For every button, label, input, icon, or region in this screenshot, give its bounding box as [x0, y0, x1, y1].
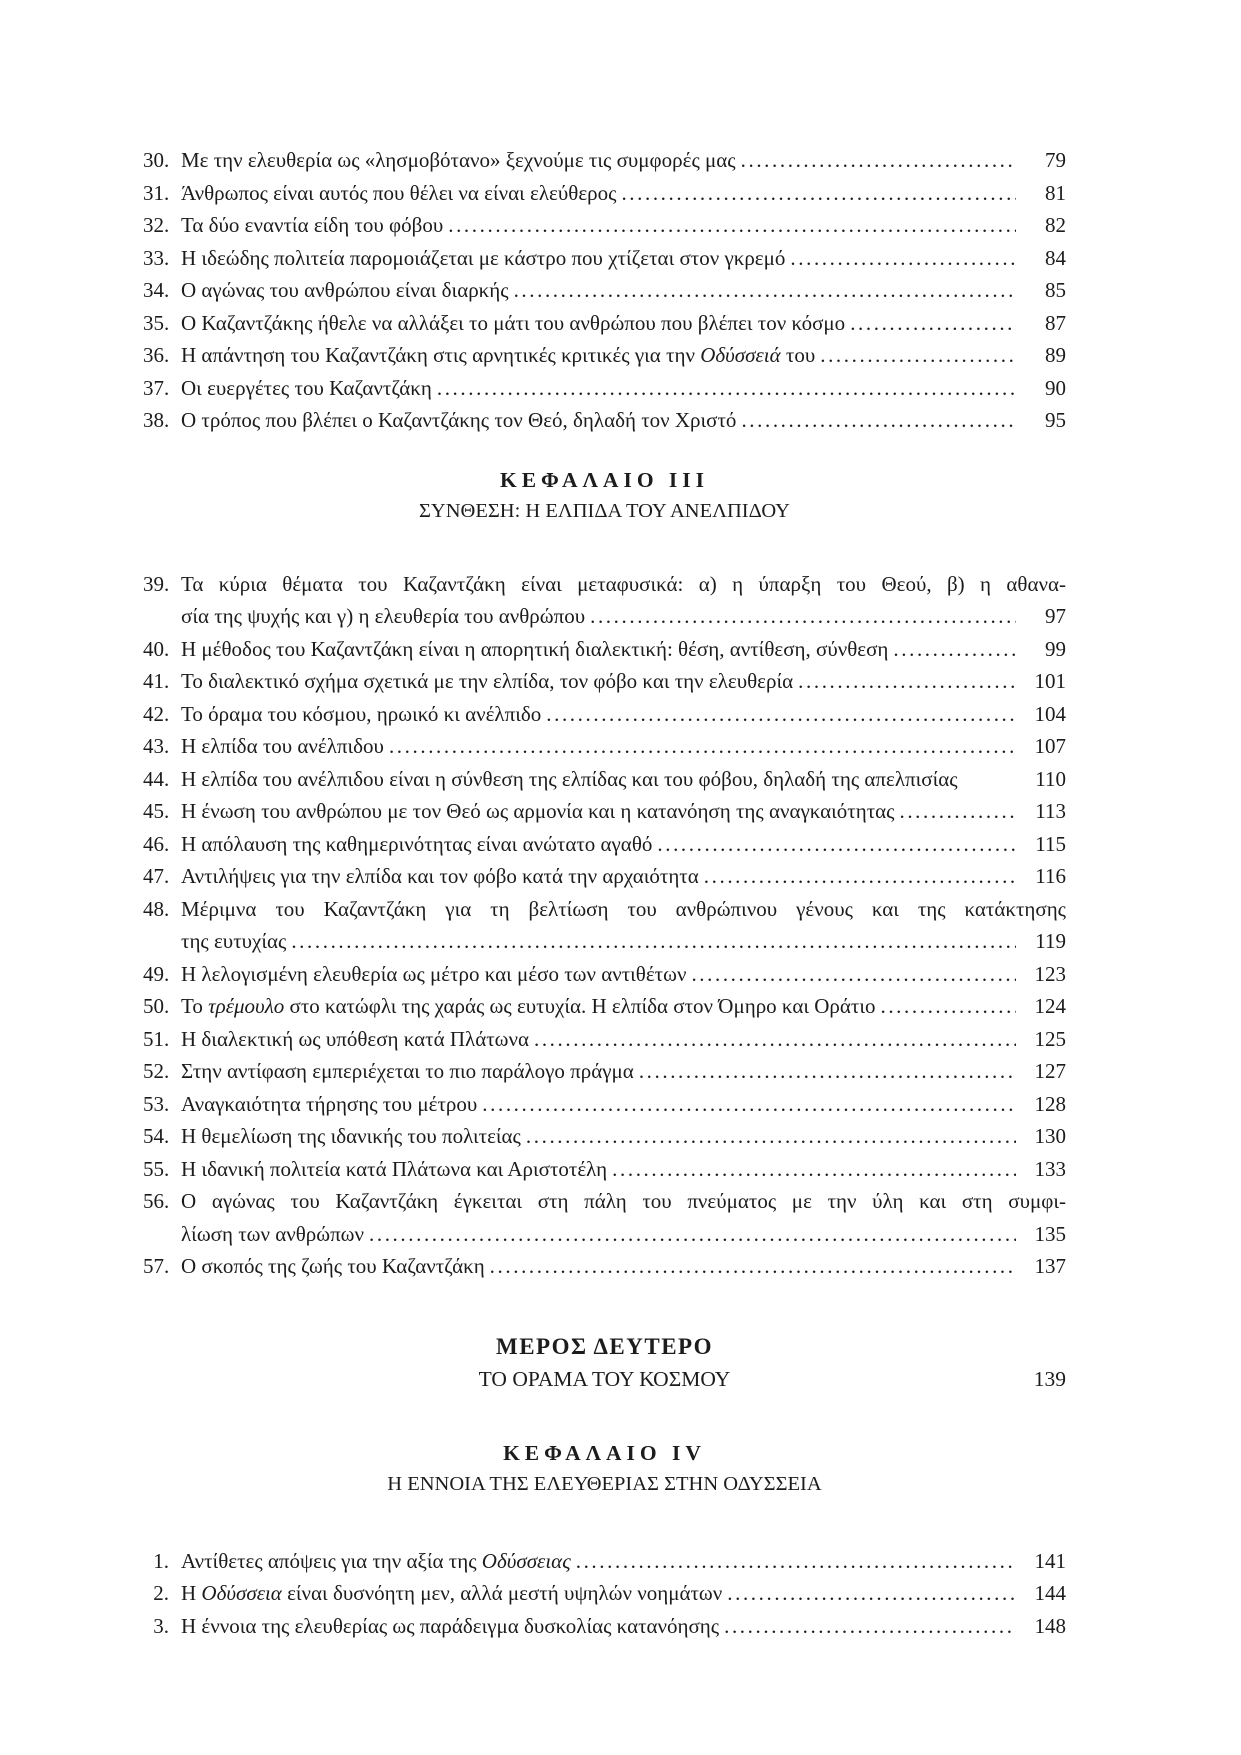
entry-body: [181, 1088, 1066, 1121]
entry-body: [181, 730, 1066, 763]
entry-body: [181, 339, 1066, 372]
entry-number: 57.: [143, 1254, 170, 1278]
entry-wrap-line: [181, 1185, 1066, 1218]
entry-body: [181, 795, 1066, 828]
toc-entry: [143, 274, 1066, 307]
entry-last-line: [181, 1577, 1066, 1610]
dot-leader: [704, 860, 1016, 893]
entry-number: 34.: [143, 278, 170, 302]
entry-text: [181, 730, 384, 763]
toc-entry: [143, 698, 1066, 731]
dot-leader: [448, 209, 1016, 242]
entry-text: [181, 795, 894, 828]
entry-body: [181, 242, 1066, 275]
page-number: 79: [1045, 148, 1066, 172]
entry-text: [181, 763, 958, 796]
entry-text-segment: Μέριμνα του Καζαντζάκη για τη βελτίωση του ανθρώπινου γένους και της κατάκτησης: [181, 896, 1066, 921]
entry-text: [181, 860, 699, 893]
entry-number: 46.: [143, 831, 170, 856]
entry-text-segment: Η λελογισμένη ελευθερία ως μέτρο και μέσο των αντιθέτων: [181, 961, 687, 986]
entry-last-line: [181, 763, 1066, 796]
dot-leader: [514, 274, 1016, 307]
entry-text: [181, 633, 888, 666]
toc-entry: [143, 795, 1066, 828]
entry-text-segment: Ο αγώνας του ανθρώπου είναι διαρκής: [181, 278, 509, 302]
entry-last-line: [181, 633, 1066, 666]
entry-body: [181, 209, 1066, 242]
entry-number: 56.: [143, 1189, 170, 1213]
entry-text-segment: Η απάντηση του Καζαντζάκη στις αρνητικές κριτικές για την: [181, 343, 701, 367]
entry-text-segment: στο κατώφλι της χαράς ως ευτυχία. Η ελπίδα στον Όμηρο και Οράτιο: [284, 994, 876, 1018]
page-number: 130: [1034, 1124, 1066, 1148]
entry-body: [181, 1577, 1066, 1610]
page-number: 99: [1045, 636, 1066, 661]
entry-text: [181, 897, 1066, 921]
entry-text-segment: Η ιδανική πολιτεία κατά Πλάτωνα και Αριστοτέλη: [181, 1156, 608, 1181]
page-number: 84: [1045, 245, 1066, 270]
entry-text: [181, 990, 875, 1023]
toc-entry: [143, 1545, 1066, 1578]
toc-entry: [143, 339, 1066, 372]
dot-leader: [790, 242, 1016, 275]
entry-last-line: [181, 1153, 1066, 1186]
page-number: 141: [1034, 1548, 1066, 1573]
entry-body: [181, 1055, 1066, 1088]
toc-entry: [143, 1577, 1066, 1610]
entry-last-line: [181, 795, 1066, 828]
page-number: 81: [1045, 180, 1066, 205]
entry-number: 51.: [143, 1026, 170, 1051]
entry-last-line: [181, 1055, 1066, 1088]
chapter-heading: [143, 465, 1066, 528]
page-number: 110: [1035, 766, 1066, 791]
page-number: 95: [1045, 408, 1066, 432]
entry-last-line: [181, 925, 1066, 958]
toc-entry: [143, 568, 1066, 633]
entry-body: [181, 1610, 1066, 1643]
entry-number: 42.: [143, 701, 170, 726]
entry-last-line: [181, 730, 1066, 763]
part-subtitle-row: [143, 1363, 1066, 1396]
page-number: 119: [1035, 929, 1066, 953]
entry-text: [181, 1120, 521, 1153]
toc-entry-list: [143, 1545, 1066, 1643]
toc-entry: [143, 860, 1066, 893]
entry-body: [181, 1545, 1066, 1578]
entry-text-segment: του: [780, 343, 816, 367]
entry-last-line: [181, 990, 1066, 1023]
entry-body: [181, 1023, 1066, 1056]
entry-body: [181, 860, 1066, 893]
toc-entry-list: [143, 144, 1066, 437]
dot-leader: [534, 1023, 1016, 1056]
chapter-title: ΚΕΦΑΛΑΙΟ ΙV: [503, 1440, 706, 1465]
entry-text: [181, 274, 509, 307]
entry-last-line: [181, 274, 1066, 307]
toc-entry: [143, 990, 1066, 1023]
dot-leader: [389, 730, 1016, 763]
entry-body: [181, 177, 1066, 210]
entry-text-segment: Άνθρωπος είναι αυτός που θέλει να είναι ελεύθερος: [181, 180, 617, 205]
entry-text-segment: Ο αγώνας του Καζαντζάκη έγκειται στη πάλη του πνεύματος με την ύλη και στη συμφι-: [181, 1189, 1066, 1213]
entry-last-line: [181, 404, 1066, 437]
entry-last-line: [181, 339, 1066, 372]
entry-text-segment: Οι ευεργέτες του Καζαντζάκη: [181, 375, 432, 400]
entry-text: [181, 177, 616, 210]
entry-text-segment: Η ελπίδα του ανέλπιδου: [181, 734, 384, 758]
entry-text: [181, 572, 1066, 596]
toc-entry: [143, 372, 1066, 405]
page-number: 123: [1034, 961, 1066, 986]
entry-body: [181, 372, 1066, 405]
entry-body: [181, 307, 1066, 340]
entry-text-segment: της ευτυχίας: [181, 929, 287, 953]
entry-text: [181, 209, 443, 242]
entry-text-italic: Οδύσσειά: [700, 343, 781, 367]
entry-body: [181, 1250, 1066, 1283]
entry-body: [181, 990, 1066, 1023]
entry-last-line: [181, 828, 1066, 861]
toc-entry: [143, 1055, 1066, 1088]
entry-number: 35.: [143, 310, 170, 335]
entry-text-segment: Η θεμελίωση της ιδανικής του πολιτείας: [181, 1124, 521, 1148]
dot-leader: [657, 828, 1016, 861]
entry-text-segment: Το όραμα του κόσμου, ηρωικό κι ανέλπιδο: [181, 701, 542, 726]
entry-text: [181, 372, 432, 405]
toc-entry: [143, 1185, 1066, 1250]
entry-text-segment: Η ένωση του ανθρώπου με τον Θεό ως αρμονία και η κατανόηση της αναγκαιότητας: [181, 799, 895, 823]
entry-body: [181, 144, 1066, 177]
entry-last-line: [181, 860, 1066, 893]
entry-text: [181, 1218, 364, 1251]
toc-entry: [143, 958, 1066, 991]
entry-text-segment: Η ιδεώδης πολιτεία παρομοιάζεται με κάστρο που χτίζεται στον γκρεμό: [181, 245, 786, 270]
entry-text-segment: Αναγκαιότητα τήρησης του μέτρου: [181, 1091, 478, 1116]
page-number: 125: [1034, 1026, 1066, 1051]
dot-leader: [612, 1153, 1016, 1186]
entry-last-line: [181, 1610, 1066, 1643]
entry-body: [181, 1185, 1066, 1250]
entry-text-segment: Το διαλεκτικό σχήμα σχετικά με την ελπίδα, τον φόβο και την ελευθερία: [181, 669, 794, 693]
entry-text-segment: Ο τρόπος που βλέπει ο Καζαντζάκης τον Θεό, δηλαδή τον Χριστό: [181, 408, 737, 432]
entry-text-segment: Τα δύο εναντία είδη του φόβου: [181, 213, 444, 237]
dot-leader: [691, 958, 1016, 991]
entry-last-line: [181, 1545, 1066, 1578]
entry-wrap-line: [181, 893, 1066, 926]
entry-text-segment: Με την ελευθερία ως «λησμοβότανο» ξεχνούμε τις συμφορές μας: [181, 148, 736, 172]
entry-text-segment: Ο Καζαντζάκης ήθελε να αλλάξει το μάτι του ανθρώπου που βλέπει τον κόσμο: [181, 310, 846, 335]
entry-text: [181, 1250, 485, 1283]
entry-text: [181, 1545, 571, 1578]
toc-entry: [143, 144, 1066, 177]
dot-leader: [741, 404, 1016, 437]
entry-text-segment: Η μέθοδος του Καζαντζάκη είναι η απορητική διαλεκτική: θέση, αντίθεση, σύνθεση: [181, 636, 889, 661]
entry-text-segment: λίωση των ανθρώπων: [181, 1221, 364, 1246]
dot-leader: [482, 1088, 1016, 1121]
entry-last-line: [181, 1250, 1066, 1283]
entry-last-line: [181, 1120, 1066, 1153]
entry-text: [181, 307, 845, 340]
dot-leader: [820, 339, 1016, 372]
entry-number: 38.: [143, 408, 170, 432]
entry-body: [181, 274, 1066, 307]
entry-text: [181, 665, 793, 698]
entry-text-segment: Το: [181, 994, 209, 1018]
entry-text: [181, 1023, 529, 1056]
entry-text-segment: Η έννοια της ελευθερίας ως παράδειγμα δυσκολίας κατανόησης: [181, 1613, 720, 1638]
entry-text: [181, 958, 686, 991]
entry-body: [181, 1153, 1066, 1186]
toc-entry: [143, 1610, 1066, 1643]
entry-text-segment: Ο σκοπός της ζωής του Καζαντζάκη: [181, 1254, 485, 1278]
entry-number: 53.: [143, 1091, 170, 1116]
entry-number: 50.: [143, 994, 170, 1018]
toc-entry: [143, 1023, 1066, 1056]
dot-leader: [798, 665, 1016, 698]
dot-leader: [490, 1250, 1016, 1283]
entry-body: [181, 568, 1066, 633]
entry-last-line: [181, 177, 1066, 210]
dot-leader: [899, 795, 1016, 828]
dot-leader: [576, 1545, 1016, 1578]
entry-text: [181, 1577, 722, 1610]
page-number: 113: [1035, 799, 1066, 823]
chapter-title: ΚΕΦΑΛΑΙΟ ΙΙΙ: [499, 467, 710, 492]
dot-leader: [621, 177, 1016, 210]
chapter-heading: [143, 1438, 1066, 1501]
entry-text-segment: Η διαλεκτική ως υπόθεση κατά Πλάτωνα: [181, 1026, 529, 1051]
entry-number: 55.: [143, 1156, 170, 1181]
toc-content: [143, 144, 1066, 1642]
entry-text-segment: Στην αντίφαση εμπεριέχεται το πιο παράλογο πράγμα: [181, 1059, 634, 1083]
dot-leader: [526, 1120, 1016, 1153]
entry-text-segment: Η απόλαυση της καθημερινότητας είναι ανώτατο αγαθό: [181, 831, 653, 856]
entry-text: [181, 1088, 477, 1121]
page-number: 148: [1034, 1613, 1066, 1638]
toc-entry: [143, 1088, 1066, 1121]
entry-number: 40.: [143, 636, 170, 661]
entry-number: 44.: [143, 766, 170, 791]
entry-last-line: [181, 307, 1066, 340]
entry-number: 33.: [143, 245, 170, 270]
entry-number: 52.: [143, 1059, 170, 1083]
entry-last-line: [181, 1088, 1066, 1121]
entry-number: 48.: [143, 896, 170, 921]
dot-leader: [850, 307, 1016, 340]
entry-text-segment: Αντιλήψεις για την ελπίδα και τον φόβο κατά την αρχαιότητα: [181, 864, 699, 888]
entry-body: [181, 665, 1066, 698]
toc-entry: [143, 404, 1066, 437]
toc-entry: [143, 242, 1066, 275]
toc-entry: [143, 828, 1066, 861]
dot-leader: [724, 1610, 1016, 1643]
page-number: 115: [1035, 831, 1066, 856]
toc-entry-list: [143, 568, 1066, 1283]
entry-number: 1.: [153, 1548, 169, 1573]
entry-text-italic: Οδύσσεια: [201, 1581, 282, 1605]
entry-last-line: [181, 958, 1066, 991]
entry-text-italic: Οδύσσειας: [481, 1548, 571, 1573]
entry-body: [181, 893, 1066, 958]
page-number: 133: [1034, 1156, 1066, 1181]
entry-body: [181, 763, 1066, 796]
entry-number: 49.: [143, 961, 170, 986]
part-page-number: 139: [1033, 1366, 1066, 1391]
entry-text: [181, 1153, 607, 1186]
entry-number: 2.: [153, 1581, 169, 1605]
page-number: 90: [1045, 375, 1066, 400]
dot-leader: [590, 600, 1016, 633]
entry-last-line: [181, 1023, 1066, 1056]
entry-text-segment: Τα κύρια θέματα του Καζαντζάκη είναι μεταφυσικά: α) η ύπαρξη του Θεού, β) η αθανα-: [181, 571, 1066, 596]
page-number: 135: [1034, 1221, 1066, 1246]
toc-entry: [143, 665, 1066, 698]
entry-last-line: [181, 698, 1066, 731]
page-number: 101: [1034, 669, 1066, 693]
toc-entry: [143, 1153, 1066, 1186]
page-number: 128: [1034, 1091, 1066, 1116]
entry-number: 54.: [143, 1124, 170, 1148]
page-number: 127: [1034, 1059, 1066, 1083]
page-number: 85: [1045, 278, 1066, 302]
page-number: 89: [1045, 343, 1066, 367]
page-number: 124: [1034, 994, 1066, 1018]
dot-leader: [893, 633, 1016, 666]
toc-entry: [143, 893, 1066, 958]
entry-last-line: [181, 144, 1066, 177]
toc-entry: [143, 1120, 1066, 1153]
dot-leader: [369, 1218, 1016, 1251]
toc-entry: [143, 763, 1066, 796]
entry-number: 37.: [143, 375, 170, 400]
entry-last-line: [181, 665, 1066, 698]
page-number: 82: [1045, 213, 1066, 237]
entry-text: [181, 600, 585, 633]
toc-entry: [143, 209, 1066, 242]
entry-last-line: [181, 1218, 1066, 1251]
part-subtitle: ΤΟ ΟΡΑΜΑ ΤΟΥ ΚΟΣΜΟΥ: [478, 1366, 731, 1391]
entry-number: 45.: [143, 799, 170, 823]
entry-last-line: [181, 372, 1066, 405]
toc-entry: [143, 177, 1066, 210]
entry-text: [181, 828, 652, 861]
entry-text: [181, 339, 815, 372]
entry-wrap-line: [181, 568, 1066, 601]
page-number: 104: [1034, 701, 1066, 726]
dot-leader: [546, 698, 1016, 731]
entry-last-line: [181, 209, 1066, 242]
entry-text: [181, 144, 736, 177]
dot-leader: [727, 1577, 1016, 1610]
entry-text-segment: Αντίθετες απόψεις για την αξία της: [181, 1548, 482, 1573]
entry-text-segment: είναι δυσνόητη μεν, αλλά μεστή υψηλών νοημάτων: [281, 1581, 723, 1605]
page-number: 137: [1034, 1254, 1066, 1278]
chapter-subtitle: ΣΥΝΘΕΣΗ: Η ΕΛΠΙΔΑ ΤΟΥ ΑΝΕΛΠΙΔΟΥ: [419, 499, 790, 522]
page-number: 144: [1034, 1581, 1066, 1605]
entry-text-segment: Η: [181, 1581, 202, 1605]
part-title: ΜΕΡΟΣ ΔΕΥΤΕΡΟ: [496, 1333, 713, 1359]
toc-entry: [143, 1250, 1066, 1283]
toc-entry: [143, 633, 1066, 666]
entry-number: 32.: [143, 213, 170, 237]
dot-leader: [639, 1055, 1016, 1088]
entry-number: 31.: [143, 180, 170, 205]
entry-body: [181, 958, 1066, 991]
page-number: 107: [1034, 734, 1066, 758]
entry-text: [181, 925, 286, 958]
entry-last-line: [181, 600, 1066, 633]
toc-entry: [143, 307, 1066, 340]
dot-leader: [437, 372, 1016, 405]
entry-last-line: [181, 242, 1066, 275]
entry-text: [181, 242, 785, 275]
entry-number: 47.: [143, 864, 170, 888]
entry-body: [181, 1120, 1066, 1153]
entry-text-segment: σία της ψυχής και γ) η ελευθερία του ανθρώπου: [181, 604, 586, 628]
entry-text: [181, 1610, 719, 1643]
part-heading: [143, 1331, 1066, 1396]
entry-number: 36.: [143, 343, 170, 367]
dot-leader: [880, 990, 1016, 1023]
entry-text-italic: τρέμουλο: [208, 994, 285, 1018]
page-number: 116: [1035, 864, 1066, 888]
entry-number: 30.: [143, 148, 170, 172]
entry-number: 3.: [153, 1613, 169, 1638]
entry-body: [181, 698, 1066, 731]
entry-body: [181, 633, 1066, 666]
dot-leader: [291, 925, 1016, 958]
entry-body: [181, 404, 1066, 437]
entry-text: [181, 404, 736, 437]
toc-entry: [143, 730, 1066, 763]
entry-text-segment: Η ελπίδα του ανέλπιδου είναι η σύνθεση της ελπίδας και του φόβου, δηλαδή της απελπισίας: [181, 766, 958, 791]
entry-body: [181, 828, 1066, 861]
page-number: 87: [1045, 310, 1066, 335]
entry-number: 41.: [143, 669, 170, 693]
entry-number: 39.: [143, 571, 170, 596]
dot-leader: [741, 144, 1016, 177]
entry-text: [181, 1189, 1066, 1213]
chapter-subtitle: Η ΕΝΝΟΙΑ ΤΗΣ ΕΛΕΥΘΕΡΙΑΣ ΣΤΗΝ ΟΔΥΣΣΕΙΑ: [387, 1472, 822, 1495]
entry-text: [181, 1055, 634, 1088]
entry-number: 43.: [143, 734, 170, 758]
entry-text: [181, 698, 541, 731]
page-number: 97: [1045, 604, 1066, 628]
